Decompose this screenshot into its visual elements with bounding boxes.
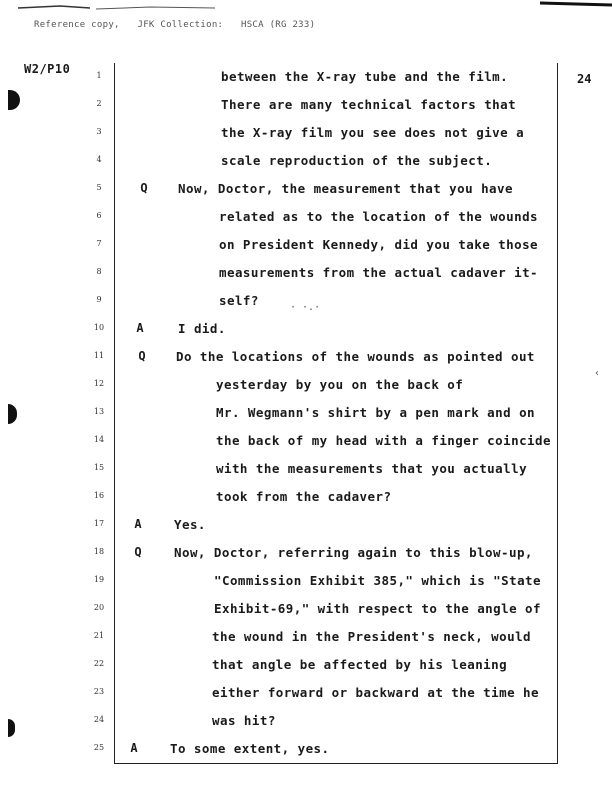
line-text: Mr. Wegmann's shirt by a pen mark and on: [216, 405, 536, 420]
speaker-label: A: [130, 741, 138, 755]
line-number: 9: [96, 295, 102, 304]
transcript-line: [0, 97, 612, 117]
line-number: 8: [96, 267, 102, 276]
line-text: measurements from the actual cadaver it-: [219, 265, 539, 280]
speaker-label: A: [134, 517, 142, 531]
line-number: 22: [93, 659, 105, 668]
speaker-label: Q: [140, 181, 148, 195]
line-text: Do the locations of the wounds as pointed out: [176, 349, 535, 364]
line-number: 13: [93, 407, 105, 416]
transcript-line: [0, 657, 612, 677]
reference-label: Reference copy,: [34, 20, 120, 30]
transcript-line: [0, 69, 612, 89]
line-text: related as to the location of the wounds: [219, 209, 539, 224]
scan-speck: ‹: [594, 368, 601, 379]
speaker-label: A: [136, 321, 144, 335]
page-number: 24: [577, 72, 592, 86]
line-number: 2: [96, 99, 102, 108]
speaker-label: Q: [138, 349, 146, 363]
line-text: yesterday by you on the back of: [216, 377, 464, 392]
line-text: "Commission Exhibit 385," which is "State: [214, 573, 542, 588]
transcript-line: [0, 741, 612, 761]
line-text: the back of my head with a finger coincide: [216, 433, 551, 448]
line-number: 17: [93, 519, 105, 528]
transcript-line: [0, 713, 612, 733]
line-text: either forward or backward at the time he: [212, 685, 540, 700]
line-number: 23: [93, 687, 105, 696]
speaker-label: Q: [134, 545, 142, 559]
line-number: 16: [93, 491, 105, 500]
transcript-line: [0, 153, 612, 173]
line-number: 7: [96, 239, 102, 248]
transcript-line: [0, 209, 612, 229]
transcript-line: [0, 265, 612, 285]
line-text: Exhibit-69," with respect to the angle of: [214, 601, 542, 616]
line-text: the wound in the President's neck, would: [212, 629, 532, 644]
record-group-label: HSCA (RG 233): [241, 20, 316, 30]
transcript-line: [0, 489, 612, 509]
line-text: between the X-ray tube and the film.: [221, 69, 509, 84]
line-number: 21: [93, 631, 105, 640]
line-text: with the measurements that you actually: [216, 461, 528, 476]
transcript-line: [0, 601, 612, 621]
line-number: 6: [96, 211, 102, 220]
transcript-line: [0, 685, 612, 705]
archive-header: [34, 20, 327, 30]
line-text: Now, Doctor, the measurement that you have: [178, 181, 513, 196]
scan-top-edge: [0, 0, 612, 14]
line-number: 24: [93, 715, 105, 724]
line-number: 12: [93, 379, 105, 388]
transcript-line: [0, 125, 612, 145]
line-text: that angle be affected by his leaning: [212, 657, 508, 672]
transcript-line: [0, 349, 612, 369]
line-number: 1: [96, 71, 102, 80]
line-number: 4: [96, 155, 102, 164]
line-text: Now, Doctor, referring again to this blow-up,: [174, 545, 533, 560]
transcript-line: [0, 461, 612, 481]
line-number: 19: [93, 575, 105, 584]
line-text: Yes.: [174, 517, 206, 532]
transcript-line: [0, 377, 612, 397]
line-text: self?: [219, 293, 259, 308]
line-number: 5: [96, 183, 102, 192]
transcript-line: [0, 181, 612, 201]
transcript-line: [0, 433, 612, 453]
transcript-line: [0, 237, 612, 257]
line-text: was hit?: [212, 713, 276, 728]
line-number: 10: [93, 323, 105, 332]
line-number: 18: [93, 547, 105, 556]
transcript-line: [0, 545, 612, 565]
line-number: 14: [93, 435, 105, 444]
scan-specks: · ·.·: [290, 302, 321, 313]
line-number: 15: [93, 463, 105, 472]
transcript-line: [0, 629, 612, 649]
transcript-line: [0, 321, 612, 341]
transcript-line: [0, 517, 612, 537]
transcript-line: [0, 573, 612, 593]
line-number: 20: [93, 603, 105, 612]
line-text: took from the cadaver?: [216, 489, 392, 504]
line-text: the X-ray film you see does not give a: [221, 125, 525, 140]
line-text: There are many technical factors that: [221, 97, 517, 112]
transcript-line: [0, 405, 612, 425]
line-number: 11: [93, 351, 105, 360]
line-text: I did.: [178, 321, 226, 336]
line-text: on President Kennedy, did you take those: [219, 237, 539, 252]
transcript-line: [0, 293, 612, 313]
collection-label: JFK Collection:: [137, 20, 224, 30]
line-text: scale reproduction of the subject.: [221, 153, 493, 168]
document-code: W2/P10: [24, 62, 71, 76]
line-number: 25: [93, 743, 105, 752]
line-text: To some extent, yes.: [170, 741, 330, 756]
line-number: 3: [96, 127, 102, 136]
